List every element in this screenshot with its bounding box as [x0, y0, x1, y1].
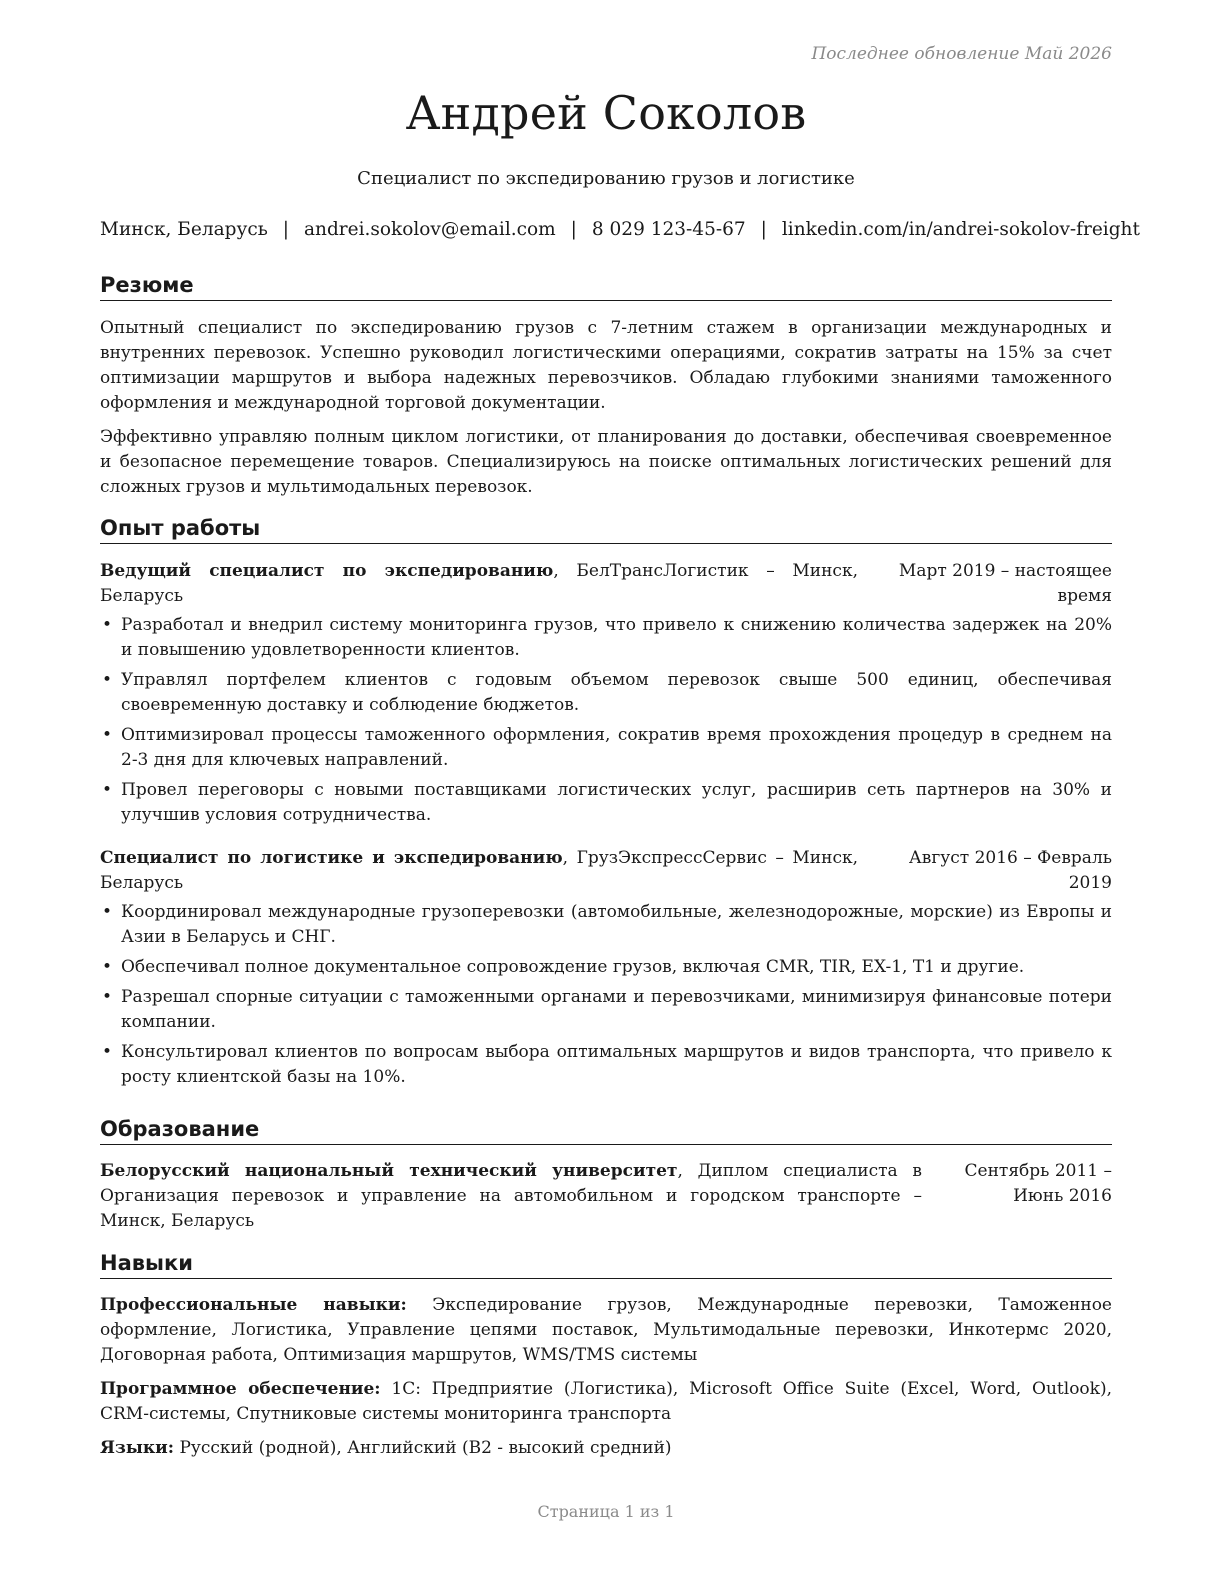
skill-text: 1С: Предприятие (Логистика), Microsoft Office Suite (Excel, Word, Outlook), CRM-системы, Спутниковые системы мониторинга транспорта: [100, 1379, 1113, 1424]
section-title-summary: Резюме: [100, 271, 1112, 301]
contact-separator: |: [760, 219, 767, 240]
list-item: • Провел переговоры с новыми поставщиками логистических услуг, расширив сеть партнеров на 30% и улучшив условия сотрудничества.: [100, 778, 1112, 828]
education-institution-details: [100, 1159, 936, 1234]
job-header: [100, 846, 1112, 896]
section-title-experience: Опыт работы: [100, 514, 1112, 544]
resume-page: [100, 0, 1140, 1584]
skill-label: Языки:: [100, 1438, 175, 1458]
contact-email[interactable]: andrei.sokolov@email.com: [304, 219, 556, 240]
summary-section: [100, 271, 1112, 500]
contact-separator: |: [570, 219, 577, 240]
candidate-name: Андрей Соколов: [405, 86, 807, 140]
list-item: • Управлял портфелем клиентов с годовым объемом перевозок свыше 500 единиц, обеспечивая своевременную доставку и соблюдение бюджетов.: [100, 668, 1112, 718]
skills-section: [100, 1249, 1112, 1461]
education-details: , Диплом специалиста в Организация перевозок и управление на автомобильном и городском транспорте – Минск, Беларусь: [100, 1161, 922, 1231]
job-role-company: [100, 559, 878, 609]
summary-paragraph: Эффективно управляю полным циклом логистики, от планирования до доставки, обеспечивая своевременное и безопасное перемещение товаров. Специализируюсь на поиске оптимальных логистических решений для сложных грузов и мультимодальных перевозок.: [100, 427, 1112, 497]
job-company: , БелТрансЛогистик – Минск, Беларусь: [100, 561, 858, 606]
summary-paragraph: Опытный специалист по экспедированию грузов с 7-летним стажем в организации международных и внутренних перевозок. Успешно руководил логистическими операциями, сократив затраты на 15% за счет оптимизации маршрутов и выбора надежных перевозчиков. Обладаю глубокими знаниями таможенного оформления и международной торговой документации.: [100, 318, 1112, 413]
skill-group: [100, 1377, 1112, 1427]
list-item: • Обеспечивал полное документальное сопровождение грузов, включая CMR, TIR, EX-1, T1 и другие.: [100, 955, 1112, 980]
job-bullets: [100, 900, 1112, 1090]
list-item: • Разрешал спорные ситуации с таможенными органами и перевозчиками, минимизируя финансовые потери компании.: [100, 985, 1112, 1035]
job-entry: [100, 559, 1112, 828]
skill-group: [100, 1436, 1112, 1461]
job-role: Специалист по логистике и экспедированию: [100, 848, 563, 868]
education-section: [100, 1115, 1112, 1234]
skill-text: Экспедирование грузов, Международные перевозки, Таможенное оформление, Логистика, Управление цепями поставок, Мультимодальные перевозки, Инкотермс 2020, Договорная работа, Оптимизация маршрутов, WMS/TMS системы: [100, 1295, 1112, 1365]
list-item: • Координировал международные грузоперевозки (автомобильные, железнодорожные, морские) из Европы и Азии в Беларусь и СНГ.: [100, 900, 1112, 950]
section-title-education: Образование: [100, 1115, 1112, 1145]
contact-separator: |: [282, 219, 290, 240]
job-dates: Март 2019 – настоящее время: [898, 561, 1112, 606]
contact-line: [100, 219, 1140, 240]
last-updated: Последнее обновление Май 2026: [811, 44, 1112, 64]
skill-text: Русский (родной), Английский (B2 - высокий средний): [174, 1438, 672, 1458]
education-entry: [100, 1159, 1112, 1234]
list-item: • Консультировал клиентов по вопросам выбора оптимальных маршрутов и видов транспорта, что привело к росту клиентской базы на 10%.: [100, 1040, 1112, 1090]
list-item: • Разработал и внедрил систему мониторинга грузов, что привело к снижению количества задержек на 20% и повышению удовлетворенности клиентов.: [100, 613, 1112, 663]
contact-phone: 8 029 123-45-67: [591, 219, 746, 240]
page-number: Страница 1 из 1: [537, 1502, 675, 1521]
contact-linkedin[interactable]: linkedin.com/in/andrei-sokolov-freight: [781, 219, 1140, 240]
job-entry: [100, 846, 1112, 1090]
job-role: Ведущий специалист по экспедированию: [100, 561, 554, 581]
contact-location: Минск, Беларусь: [100, 219, 268, 240]
skill-label: Профессиональные навыки:: [100, 1295, 407, 1315]
section-title-skills: Навыки: [100, 1249, 1112, 1279]
education-institution: Белорусский национальный технический университет: [100, 1161, 678, 1181]
experience-section: [100, 514, 1112, 1095]
education-dates: Сентябрь 2011 – Июнь 2016: [964, 1161, 1112, 1206]
job-header: [100, 559, 1112, 609]
skill-label: Программное обеспечение:: [100, 1379, 381, 1399]
candidate-title: Специалист по экспедированию грузов и логистике: [357, 168, 855, 189]
job-company: , ГрузЭкспрессСервис – Минск, Беларусь: [100, 848, 858, 893]
job-role-company: [100, 846, 878, 896]
job-dates: Август 2016 – Февраль 2019: [908, 848, 1112, 893]
job-bullets: [100, 613, 1112, 828]
list-item: • Оптимизировал процессы таможенного оформления, сократив время прохождения процедур в среднем на 2-3 дня для ключевых направлений.: [100, 723, 1112, 773]
skill-group: [100, 1293, 1112, 1368]
